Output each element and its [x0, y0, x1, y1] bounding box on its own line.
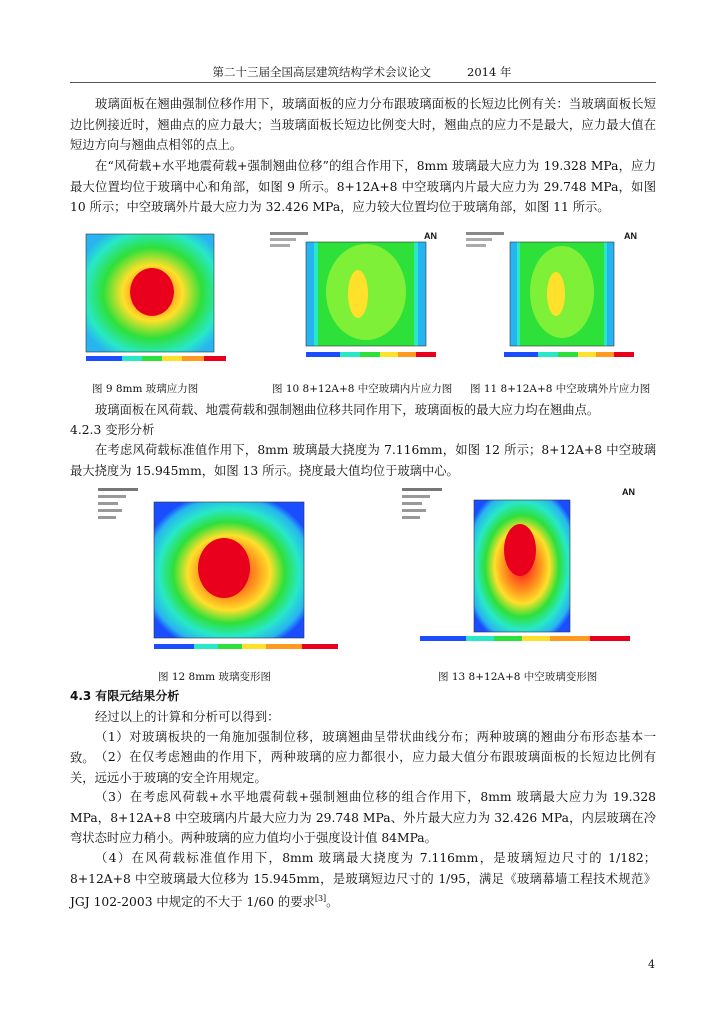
- header-year: 2014 年: [467, 65, 512, 79]
- figure-13-caption: 图 13 8+12A+8 中空玻璃变形图: [438, 671, 598, 683]
- figure-12-caption: 图 12 8mm 玻璃变形图: [158, 671, 271, 683]
- paragraph-max-stress-summary: 玻璃面板在风荷载、地震荷载和强制翘曲位移共同作用下，玻璃面板的最大应力均在翘曲点。: [95, 403, 600, 417]
- figure-10-inner-pane-stress: [266, 228, 456, 372]
- paragraph-warp-stress: 玻璃面板在翘曲强制位移作用下，玻璃面板的应力分布跟玻璃面板的长短边比例有关：当玻璃面板长短边比例接近时，翘曲点的应力最大；当玻璃面板长短边比例变大时，翘曲点的应力不是最大，应力最大值在短边方向与翘曲点相邻的点上。: [70, 97, 656, 152]
- figure-9-caption: 图 9 8mm 玻璃应力图: [92, 383, 199, 395]
- figure-11-outer-pane-stress: [462, 228, 656, 372]
- conclusion-item-2: （2）在仅考虑翘曲的作用下，两种玻璃的应力都很小，应力最大值分布跟玻璃面板的长短边比例有关，远远小于玻璃的安全许用规定。: [70, 750, 656, 785]
- conference-title: 第二十三届全国高层建筑结构学术会议论文: [212, 65, 432, 79]
- section-heading-4-2-3: 4.2.3 变形分析: [70, 423, 155, 437]
- section-title: 有限元结果分析: [95, 689, 180, 703]
- figure-10-caption: 图 10 8+12A+8 中空玻璃内片应力图: [272, 383, 453, 395]
- header-rule: [70, 82, 656, 83]
- conclusion-item-4-text: （4）在风荷载标准值作用下，8mm 玻璃最大挠度为 7.116mm，是玻璃短边尺寸的 1/182；8+12A+8 中空玻璃最大位移为 15.945mm，是玻璃短边尺寸的 1/95，满足《玻璃幕墙工程技术规范》JGJ 102-2003 中规定的不大于 1/60 的要求: [70, 851, 656, 910]
- figure-12-deformation-plot: [94, 484, 356, 660]
- paragraph-deformation: 在考虑风荷载标准值作用下，8mm 玻璃最大挠度为 7.116mm，如图 12 所示；8+12A+8 中空玻璃最大挠度为 15.945mm，如图 13 所示。挠度最大值均位于玻璃中心。: [70, 443, 656, 478]
- conclusion-item-1: （1）对玻璃板块的一角施加强制位移，玻璃翘曲呈带状曲线分布；两种玻璃的翘曲分布形态基本一致。: [70, 730, 656, 765]
- figure-13-insulated-glass-deformation: [398, 484, 658, 660]
- page-number: 4: [648, 958, 655, 971]
- citation-ref[interactable]: [3]: [314, 894, 327, 903]
- section-number: 4.3: [70, 689, 92, 703]
- ansys-logo: AN: [624, 231, 637, 241]
- max-stress-zone: [130, 268, 174, 316]
- paragraph-conclusion-intro: 经过以上的计算和分析可以得到：: [95, 710, 280, 724]
- ansys-logo: AN: [424, 231, 437, 241]
- max-deflection-zone: [198, 538, 250, 598]
- ansys-logo: AN: [622, 487, 635, 497]
- conclusion-item-4-end: 。: [326, 895, 339, 910]
- max-deflection-zone: [504, 524, 536, 576]
- paragraph-combined-load: 在“风荷载+水平地震荷载+强制翘曲位移”的组合作用下，8mm 玻璃最大应力为 19.328 MPa，应力最大位置均位于玻璃中心和角部，如图 9 所示。8+12A+8 中空玻璃内片最大应力为 29.748 MPa，如图 10 所示；中空玻璃外片最大应力为 32.426 MPa，应力较大位置均位于玻璃角部，如图 11 所示。: [70, 159, 656, 214]
- figure-11-caption: 图 11 8+12A+8 中空玻璃外片应力图: [470, 383, 651, 395]
- page-header: [0, 64, 724, 80]
- figure-9-stress-plot: [70, 228, 248, 368]
- conclusion-item-4: [70, 848, 656, 913]
- section-heading-4-3: [70, 686, 179, 706]
- conclusion-item-3: （3）在考虑风荷载+水平地震荷载+强制翘曲位移的组合作用下，8mm 玻璃最大应力为 19.328 MPa，8+12A+8 中空玻璃内片最大应力为 29.748 MPa、外片最大应力为 32.426 MPa，内层玻璃在冷弯状态时应力稍小。两种玻璃的应力值均小于强度设计值 84MPa。: [70, 790, 656, 845]
